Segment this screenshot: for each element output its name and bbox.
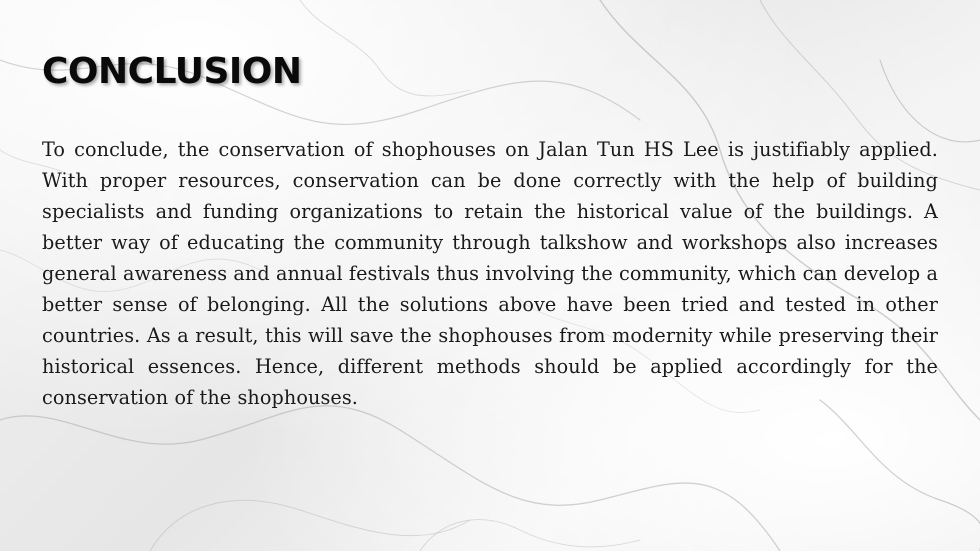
slide-title: CONCLUSION: [42, 51, 302, 92]
marble-vein: [300, 0, 470, 96]
marble-vein: [150, 500, 470, 551]
conclusion-paragraph: To conclude, the conservation of shophouses on Jalan Tun HS Lee is justifiably applied. With proper resources, conservation can be done correctly with the help of building specialists and funding organizations to retain the historical value of the buildings. A better way of educating the community through talkshow and workshops also increases general awareness and annual festivals thus involving the community, which can develop a better sense of belonging. All the solutions above have been tried and tested in other countries. As a result, this will save the shophouses from modernity while preserving their historical essences. Hence, different methods should be applied accordingly for the conservation of the shophouses.: [42, 138, 938, 409]
marble-vein: [0, 406, 780, 551]
marble-vein: [820, 400, 980, 551]
marble-vein: [420, 520, 640, 551]
marble-vein: [880, 60, 980, 142]
